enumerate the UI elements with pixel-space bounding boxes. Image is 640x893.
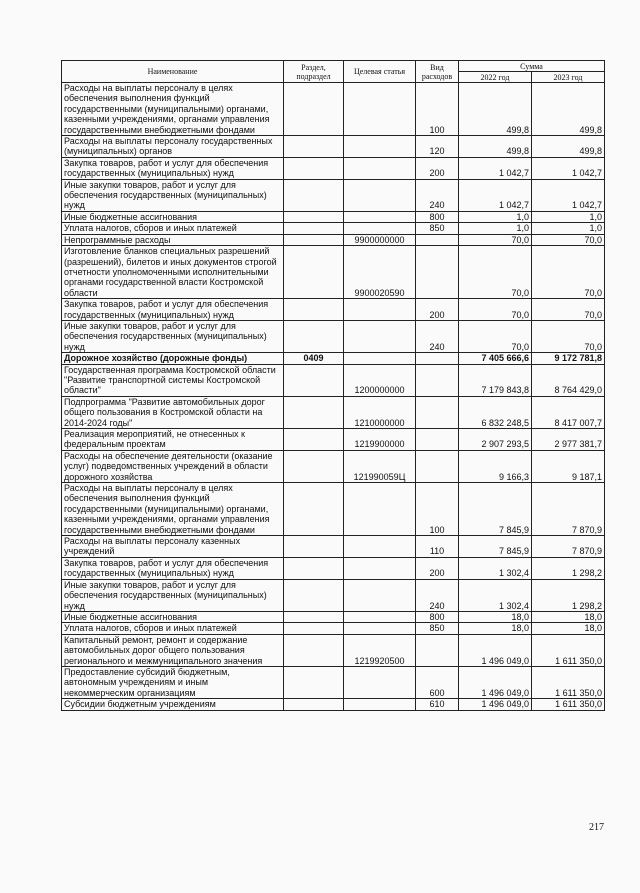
cell-expense-type: 610	[416, 699, 459, 710]
row-name-text: Закупка товаров, работ и услуг для обеспечения государственных (муниципальных) нужд	[64, 157, 269, 179]
row-name-text: Иные закупки товаров, работ и услуг для обеспечения государственных (муниципальных) нужд	[64, 179, 267, 211]
row-name-text: Расходы на выплаты персоналу в целях обеспечения выполнения функций государственными (муниципальными) органами, казенными учреждениями, органами управления государственными внебюджетными фондами	[64, 83, 270, 135]
cell-sum-2023: 499,8	[532, 136, 605, 158]
cell-sum-2023: 2 977 381,7	[532, 429, 605, 451]
cell-sum-2023: 1 042,7	[532, 179, 605, 211]
cell-sum-2023: 1 611 350,0	[532, 634, 605, 666]
table-row	[62, 634, 605, 666]
cell-target-code	[344, 299, 416, 321]
row-name-text: Расходы на выплаты персоналу в целях обеспечения выполнения функций государственными (муниципальными) органами, казенными учреждениями, органами управления государственными внебюджетными фондами	[64, 483, 270, 535]
cell-section	[284, 666, 344, 698]
cell-sum-2022: 1 042,7	[459, 157, 532, 179]
cell-target-code	[344, 666, 416, 698]
cell-section	[284, 483, 344, 536]
cell-section	[284, 611, 344, 622]
row-name-text: Реализация мероприятий, не отнесенных к федеральным проектам	[64, 429, 245, 450]
cell-sum-2023: 18,0	[532, 611, 605, 622]
cell-sum-2022: 1 496 049,0	[459, 666, 532, 698]
cell-sum-2022: 499,8	[459, 83, 532, 136]
cell-sum-2023: 1 611 350,0	[532, 666, 605, 698]
row-name-text: Уплата налогов, сборов и иных платежей	[64, 223, 237, 234]
cell-target-code: 1200000000	[344, 364, 416, 396]
cell-expense-type: 100	[416, 483, 459, 536]
cell-sum-2022: 1 496 049,0	[459, 634, 532, 666]
cell-sum-2022: 1,0	[459, 211, 532, 222]
table-row	[62, 211, 605, 222]
cell-sum-2023: 70,0	[532, 246, 605, 299]
cell-sum-2022: 2 907 293,5	[459, 429, 532, 451]
table-row	[62, 246, 605, 299]
cell-target-code	[344, 623, 416, 634]
cell-target-code: 9900020590	[344, 246, 416, 299]
cell-name	[62, 699, 284, 710]
table-row	[62, 666, 605, 698]
cell-name	[62, 353, 284, 364]
table-row	[62, 223, 605, 234]
cell-name	[62, 179, 284, 211]
cell-target-code	[344, 579, 416, 611]
cell-sum-2023: 8 417 007,7	[532, 396, 605, 428]
cell-target-code: 9900000000	[344, 234, 416, 245]
cell-expense-type: 800	[416, 211, 459, 222]
cell-target-code	[344, 179, 416, 211]
cell-name	[62, 666, 284, 698]
cell-target-code	[344, 223, 416, 234]
cell-target-code: 1210000000	[344, 396, 416, 428]
header-type: Вид расходов	[416, 61, 459, 83]
cell-target-code	[344, 611, 416, 622]
cell-sum-2022: 1 042,7	[459, 179, 532, 211]
cell-target-code	[344, 483, 416, 536]
cell-expense-type: 120	[416, 136, 459, 158]
cell-name	[62, 246, 284, 299]
header-year-2022: 2022 год	[459, 72, 532, 83]
cell-expense-type: 200	[416, 557, 459, 579]
cell-name	[62, 396, 284, 428]
cell-expense-type: 850	[416, 623, 459, 634]
cell-target-code	[344, 211, 416, 222]
cell-sum-2023: 1 611 350,0	[532, 699, 605, 710]
cell-section	[284, 557, 344, 579]
table-row	[62, 353, 605, 364]
cell-expense-type: 200	[416, 299, 459, 321]
table-row	[62, 83, 605, 136]
cell-expense-type: 200	[416, 157, 459, 179]
cell-sum-2022: 1 496 049,0	[459, 699, 532, 710]
cell-name	[62, 536, 284, 558]
row-name-text: Иные закупки товаров, работ и услуг для обеспечения государственных (муниципальных) нужд	[64, 579, 267, 611]
row-name-text: Субсидии бюджетным учреждениям	[64, 699, 216, 710]
cell-expense-type: 240	[416, 579, 459, 611]
cell-name	[62, 557, 284, 579]
cell-section	[284, 234, 344, 245]
table-row	[62, 136, 605, 158]
row-name-text: Непрограммные расходы	[64, 234, 171, 245]
cell-expense-type	[416, 396, 459, 428]
row-name-text: Иные бюджетные ассигнования	[64, 611, 198, 622]
row-name-text: Капитальный ремонт, ремонт и содержание автомобильных дорог общего пользования регионального и межмуниципального значения	[64, 634, 263, 666]
row-name-text: Расходы на обеспечение деятельности (оказание услуг) подведомственных учреждений в области дорожного хозяйства	[64, 450, 273, 482]
cell-target-code	[344, 699, 416, 710]
cell-expense-type	[416, 429, 459, 451]
cell-sum-2022: 1 302,4	[459, 579, 532, 611]
cell-sum-2022: 9 166,3	[459, 450, 532, 482]
cell-sum-2023: 1 298,2	[532, 579, 605, 611]
row-name-text: Иные закупки товаров, работ и услуг для обеспечения государственных (муниципальных) нужд	[64, 320, 267, 352]
table-row	[62, 364, 605, 396]
cell-expense-type: 240	[416, 179, 459, 211]
cell-name	[62, 623, 284, 634]
cell-sum-2023: 18,0	[532, 623, 605, 634]
cell-expense-type	[416, 634, 459, 666]
row-name-text: Расходы на выплаты персоналу казенных учреждений	[64, 536, 241, 557]
row-name-text: Предоставление субсидий бюджетным, автономным учреждениям и иным некоммерческим организациям	[64, 666, 230, 698]
row-name-text: Изготовление бланков специальных разрешений (разрешений), билетов и иных документов строгой отчетности уполномоченными исполнительными органами государственной власти Костромской области	[64, 246, 277, 298]
cell-section	[284, 223, 344, 234]
cell-target-code	[344, 557, 416, 579]
cell-sum-2023: 8 764 429,0	[532, 364, 605, 396]
cell-sum-2023: 7 870,9	[532, 536, 605, 558]
header-section: Раздел, подраздел	[284, 61, 344, 83]
cell-sum-2022: 7 179 843,8	[459, 364, 532, 396]
table-row	[62, 299, 605, 321]
cell-expense-type	[416, 450, 459, 482]
table-row	[62, 429, 605, 451]
cell-section	[284, 83, 344, 136]
cell-section	[284, 136, 344, 158]
cell-section	[284, 396, 344, 428]
row-name-text: Расходы на выплаты персоналу государственных (муниципальных) органов	[64, 136, 273, 157]
cell-name	[62, 483, 284, 536]
cell-expense-type: 800	[416, 611, 459, 622]
cell-sum-2023: 70,0	[532, 299, 605, 321]
header-sum: Сумма	[459, 61, 605, 72]
cell-sum-2022: 7 845,9	[459, 536, 532, 558]
cell-section	[284, 320, 344, 352]
table-row	[62, 611, 605, 622]
cell-sum-2022: 70,0	[459, 299, 532, 321]
cell-sum-2023: 1,0	[532, 223, 605, 234]
cell-sum-2022: 7 845,9	[459, 483, 532, 536]
table-row	[62, 623, 605, 634]
cell-target-code	[344, 83, 416, 136]
cell-section: 0409	[284, 353, 344, 364]
cell-target-code	[344, 136, 416, 158]
cell-name	[62, 223, 284, 234]
cell-name	[62, 299, 284, 321]
cell-section	[284, 364, 344, 396]
cell-name	[62, 611, 284, 622]
cell-name	[62, 234, 284, 245]
cell-expense-type: 850	[416, 223, 459, 234]
cell-section	[284, 699, 344, 710]
cell-section	[284, 579, 344, 611]
cell-sum-2022: 1,0	[459, 223, 532, 234]
cell-target-code: 1219920500	[344, 634, 416, 666]
cell-name	[62, 579, 284, 611]
cell-section	[284, 623, 344, 634]
cell-target-code	[344, 320, 416, 352]
cell-sum-2022: 70,0	[459, 320, 532, 352]
row-name-text: Иные бюджетные ассигнования	[64, 211, 198, 222]
cell-expense-type	[416, 364, 459, 396]
cell-target-code: 1219900000	[344, 429, 416, 451]
cell-sum-2022: 70,0	[459, 234, 532, 245]
row-name-text: Государственная программа Костромской области "Развитие транспортной системы Костромской области"	[64, 364, 276, 396]
cell-section	[284, 450, 344, 482]
cell-sum-2023: 1 042,7	[532, 157, 605, 179]
cell-sum-2023: 1 298,2	[532, 557, 605, 579]
cell-target-code	[344, 157, 416, 179]
table-row	[62, 699, 605, 710]
table-row	[62, 536, 605, 558]
row-name-text: Дорожное хозяйство (дорожные фонды)	[64, 353, 248, 364]
cell-expense-type: 100	[416, 83, 459, 136]
header-name: Наименование	[62, 61, 284, 83]
table-row	[62, 483, 605, 536]
row-name-text: Закупка товаров, работ и услуг для обеспечения государственных (муниципальных) нужд	[64, 299, 269, 320]
table-body	[62, 83, 605, 711]
cell-target-code	[344, 536, 416, 558]
cell-sum-2022: 70,0	[459, 246, 532, 299]
row-name-text: Закупка товаров, работ и услуг для обеспечения государственных (муниципальных) нужд	[64, 557, 269, 579]
cell-target-code: 121990059Ц	[344, 450, 416, 482]
cell-target-code	[344, 353, 416, 364]
cell-sum-2023: 9 187,1	[532, 450, 605, 482]
cell-section	[284, 157, 344, 179]
cell-name	[62, 320, 284, 352]
cell-name	[62, 83, 284, 136]
header-target: Целевая статья	[344, 61, 416, 83]
cell-name	[62, 450, 284, 482]
cell-section	[284, 634, 344, 666]
cell-expense-type: 110	[416, 536, 459, 558]
cell-sum-2023: 70,0	[532, 234, 605, 245]
cell-expense-type: 240	[416, 320, 459, 352]
cell-sum-2023: 1,0	[532, 211, 605, 222]
cell-section	[284, 299, 344, 321]
cell-name	[62, 157, 284, 179]
table-row	[62, 557, 605, 579]
cell-expense-type	[416, 234, 459, 245]
cell-sum-2022: 7 405 666,6	[459, 353, 532, 364]
row-name-text: Подпрограмма "Развитие автомобильных дорог общего пользования в Костромской области на 2014-2024 годы"	[64, 396, 265, 428]
cell-name	[62, 136, 284, 158]
cell-expense-type	[416, 246, 459, 299]
budget-table	[61, 60, 605, 711]
cell-sum-2023: 7 870,9	[532, 483, 605, 536]
cell-name	[62, 429, 284, 451]
cell-sum-2022: 6 832 248,5	[459, 396, 532, 428]
cell-section	[284, 179, 344, 211]
cell-name	[62, 211, 284, 222]
table-row	[62, 179, 605, 211]
table-row	[62, 396, 605, 428]
cell-sum-2023: 499,8	[532, 83, 605, 136]
table-row	[62, 579, 605, 611]
table-row	[62, 157, 605, 179]
cell-expense-type	[416, 353, 459, 364]
page-number: 217	[589, 822, 604, 833]
header-year-2023: 2023 год	[532, 72, 605, 83]
cell-section	[284, 429, 344, 451]
cell-sum-2022: 1 302,4	[459, 557, 532, 579]
cell-sum-2023: 70,0	[532, 320, 605, 352]
row-name-text: Уплата налогов, сборов и иных платежей	[64, 623, 237, 634]
cell-sum-2022: 499,8	[459, 136, 532, 158]
cell-sum-2022: 18,0	[459, 611, 532, 622]
cell-sum-2022: 18,0	[459, 623, 532, 634]
cell-name	[62, 364, 284, 396]
cell-expense-type: 600	[416, 666, 459, 698]
table-row	[62, 450, 605, 482]
cell-section	[284, 246, 344, 299]
cell-section	[284, 211, 344, 222]
cell-name	[62, 634, 284, 666]
cell-section	[284, 536, 344, 558]
cell-sum-2023: 9 172 781,8	[532, 353, 605, 364]
table-row	[62, 320, 605, 352]
table-row	[62, 234, 605, 245]
